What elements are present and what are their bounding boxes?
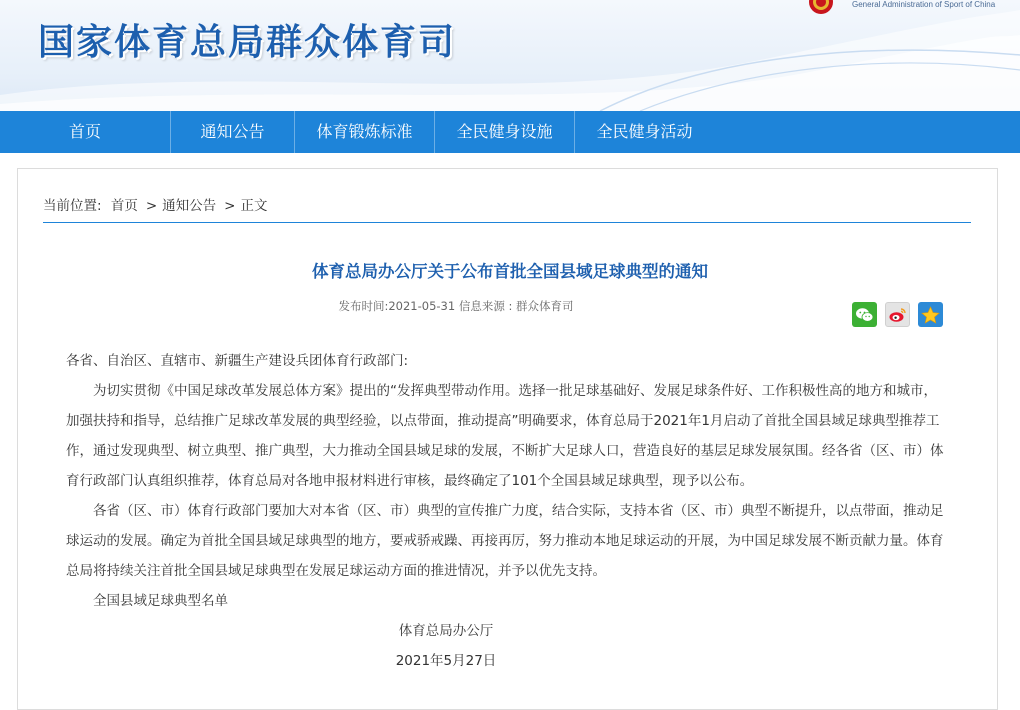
org-name-english: General Administration of Sport of China xyxy=(852,0,996,9)
breadcrumb-notices-link[interactable]: 通知公告 xyxy=(162,198,217,214)
article-salutation: 各省、自治区、直辖市、新疆生产建设兵团体育行政部门: xyxy=(66,353,409,369)
article-paragraph: 为切实贯彻《中国足球改革发展总体方案》提出的“发挥典型带动作用。选择一批足球基础好、发展足球条件好、工作积极性高的地方和城市，加强扶持和指导，总结推广足球改革发展的典型经验，以点带面，推动提高”明确要求，体育总局于2021年1月启动了首批全国县域足球典型推荐工作，通过发现典型、树立典型、推广典型，大力推动全国县域足球的发展，不断扩大足球人口，营造良好的基层足球发展氛围。经各省（区、市）体育行政部门认真组织推荐，体育总局对各地申报材料进行审核，最终确定了101个全国县域足球典型，现予以公布。 xyxy=(66,383,944,489)
article-signature: 体育总局办公厅 xyxy=(398,623,494,639)
article-paragraph: 各省（区、市）体育行政部门要加大对本省（区、市）典型的宣传推广力度，结合实际，支持本省（区、市）典型不断提升，以点带面，推动足球运动的发展。确定为首批全国县域足球典型的地方，要戒骄戒躁、再接再厉，努力推动本地足球运动的开展，为中国足球发展不断贡献力量。体育总局将持续关注首批全国县域足球典型在发展足球运动方面的推进情况，并予以优先支持。 xyxy=(66,503,944,579)
nav-item-notices[interactable]: 通知公告 xyxy=(171,111,295,153)
main-nav xyxy=(0,111,1020,153)
national-emblem-icon xyxy=(806,0,836,16)
breadcrumb xyxy=(43,194,272,214)
weibo-icon[interactable] xyxy=(885,302,910,327)
wechat-icon[interactable] xyxy=(852,302,877,327)
site-title: 国家体育总局群众体育司 xyxy=(38,22,457,63)
article-attachment[interactable]: 全国县域足球典型名单 xyxy=(93,593,228,609)
breadcrumb-current: 正文 xyxy=(240,198,268,214)
nav-item-exercise-standards[interactable]: 体育锻炼标准 xyxy=(295,111,435,153)
article-title: 体育总局办公厅关于公布首批全国县域足球典型的通知 xyxy=(312,262,708,281)
article-body xyxy=(66,346,946,676)
share-buttons xyxy=(852,302,943,327)
breadcrumb-prefix: 当前位置: xyxy=(43,198,102,214)
article-meta: 发布时间:2021-05-31 信息来源 : 群众体育司 xyxy=(338,299,574,313)
breadcrumb-separator: > xyxy=(145,198,158,214)
nav-item-fitness-activities[interactable]: 全民健身活动 xyxy=(596,122,693,141)
nav-item-fitness-facilities[interactable]: 全民健身设施 xyxy=(435,111,575,153)
site-header xyxy=(0,0,1020,111)
breadcrumb-separator: > xyxy=(224,198,236,214)
nav-item-home[interactable]: 首页 xyxy=(0,111,171,153)
article-date: 2021年5月27日 xyxy=(395,653,497,669)
qzone-star-icon[interactable] xyxy=(918,302,943,327)
breadcrumb-home-link[interactable]: 首页 xyxy=(110,198,138,214)
breadcrumb-divider xyxy=(43,222,971,223)
